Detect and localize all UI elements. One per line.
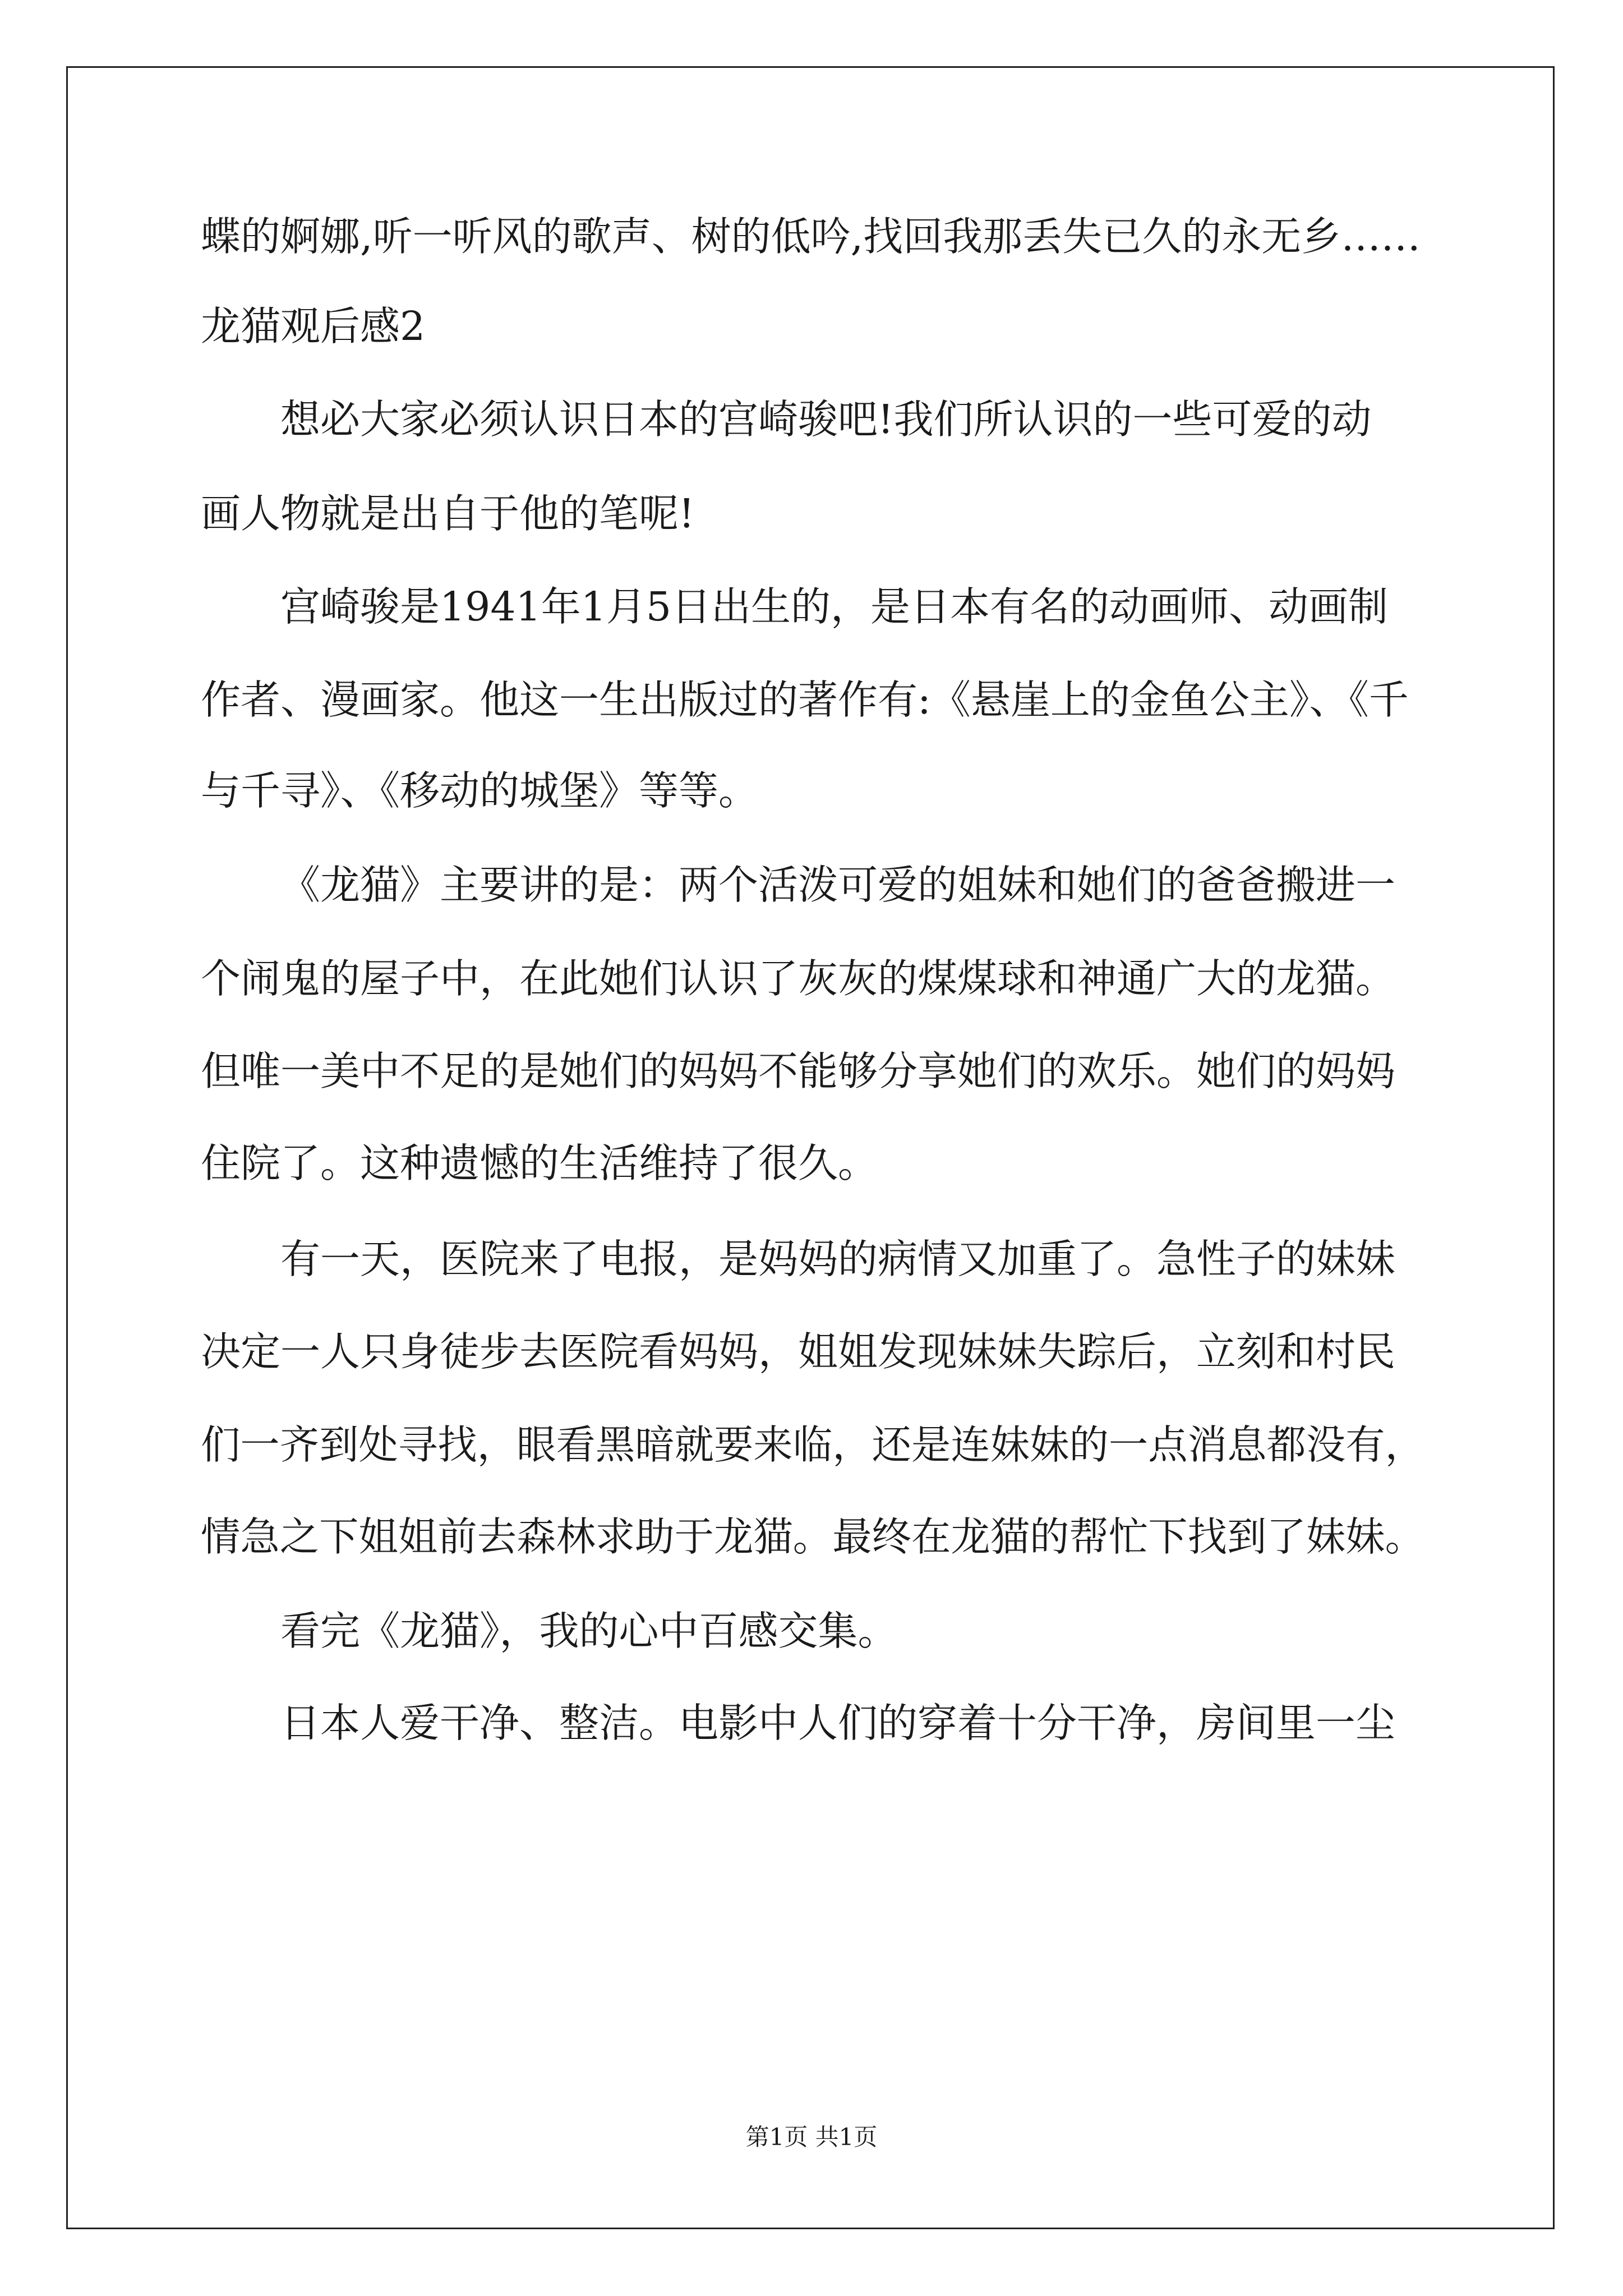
text-line-14: 们一齐到处寻找，眼看黑暗就要来临，还是连妹妹的一点消息都没有， — [201, 1421, 1425, 1468]
text-line-13: 决定一人只身徒步去医院看妈妈，姐姐发现妹妹失踪后，立刻和村民 — [201, 1328, 1396, 1375]
text-line-17: 日本人爱干净、整洁。电影中人们的穿着十分干净，房间里一尘 — [280, 1700, 1396, 1746]
text-line-6: 作者、漫画家。他这一生出版过的著作有:《悬崖上的金鱼公主》、《千 — [201, 677, 1409, 723]
text-line-9: 个闹鬼的屋子中，在此她们认识了灰灰的煤煤球和神通广大的龙猫。 — [201, 955, 1396, 1002]
text-line-11: 住院了。这种遗憾的生活维持了很久。 — [201, 1140, 878, 1186]
text-line-1: 蝶的婀娜,听一听风的歌声、树的低吟,找回我那丢失已久的永无乡…… — [201, 213, 1421, 260]
text-line-8: 《龙猫》主要讲的是：两个活泼可爱的姐妹和她们的爸爸搬进一 — [280, 862, 1396, 908]
text-line-10: 但唯一美中不足的是她们的妈妈不能够分享她们的欢乐。她们的妈妈 — [201, 1048, 1396, 1094]
text-line-5: 宫崎骏是1941年1月5日出生的，是日本有名的动画师、动画制 — [280, 583, 1389, 630]
text-line-16: 看完《龙猫》，我的心中百感交集。 — [280, 1608, 898, 1654]
section-heading: 龙猫观后感2 — [201, 303, 426, 349]
text-line-12: 有一天，医院来了电报，是妈妈的病情又加重了。急性子的妹妹 — [280, 1236, 1396, 1282]
text-line-4: 画人物就是出自于他的笔呢! — [201, 490, 695, 537]
page-footer: 第1页 共1页 — [745, 2123, 878, 2151]
text-line-15: 情急之下姐姐前去森林求助于龙猫。最终在龙猫的帮忙下找到了妹妹。 — [201, 1513, 1425, 1560]
text-line-3: 想必大家必须认识日本的宫崎骏吧!我们所认识的一些可爱的动 — [280, 396, 1372, 443]
text-line-7: 与千寻》、《移动的城堡》等等。 — [201, 767, 759, 814]
